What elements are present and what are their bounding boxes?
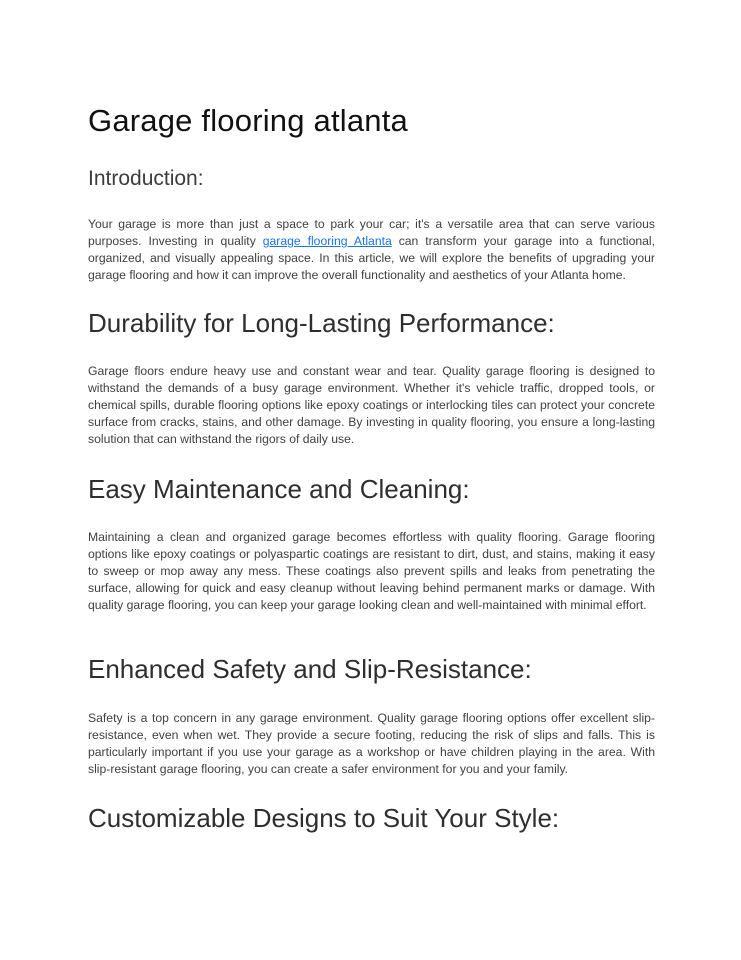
intro-heading: Introduction: bbox=[88, 167, 204, 190]
intro-text-before-link: Your garage is more than just a space to park your car; it's a versatile area that can serve various purposes. Investing in quality bbox=[88, 217, 655, 248]
maintenance-paragraph: Maintaining a clean and organized garage becomes effortless with quality flooring. Garage flooring options like epoxy coatings or polyaspartic coatings are resistant to dirt, dust, and stains, making it easy to sweep or mop away any mess. These coatings also prevent spills and leaks from penetrating the surface, allowing for quick and easy cleanup without leaving behind permanent marks or damage. With quality garage flooring, you can keep your garage looking clean and well-maintained with minimal effort. bbox=[88, 530, 655, 612]
safety-paragraph: Safety is a top concern in any garage environment. Quality garage flooring options offer excellent slip-resistance, even when wet. They provide a secure footing, reducing the risk of slips and falls. This is particularly important if you use your garage as a workshop or have children playing in the area. With slip-resistant garage flooring, you can create a safer environment for you and your family. bbox=[88, 711, 655, 776]
garage-flooring-atlanta-link[interactable]: garage flooring Atlanta bbox=[262, 234, 392, 248]
durability-heading: Durability for Long-Lasting Performance: bbox=[88, 308, 555, 338]
durability-paragraph: Garage floors endure heavy use and constant wear and tear. Quality garage flooring is designed to withstand the demands of a busy garage environment. Whether it's vehicle traffic, dropped tools, or chemical spills, durable flooring options like epoxy coatings or interlocking tiles can protect your concrete surface from cracks, stains, and other damage. By investing in quality flooring, you ensure a long-lasting solution that can withstand the rigors of daily use. bbox=[88, 364, 655, 446]
intro-text-after-link: can transform your garage into a functional, organized, and visually appealing space. In this article, we will explore the benefits of upgrading your garage flooring and how it can improve the overall functionality and aesthetics of your Atlanta home. bbox=[88, 234, 656, 282]
safety-heading: Enhanced Safety and Slip-Resistance: bbox=[88, 654, 532, 684]
maintenance-heading: Easy Maintenance and Cleaning: bbox=[88, 474, 470, 504]
intro-paragraph bbox=[88, 216, 655, 284]
designs-heading: Customizable Designs to Suit Your Style: bbox=[88, 803, 560, 833]
document-title: Garage flooring atlanta bbox=[88, 103, 408, 138]
